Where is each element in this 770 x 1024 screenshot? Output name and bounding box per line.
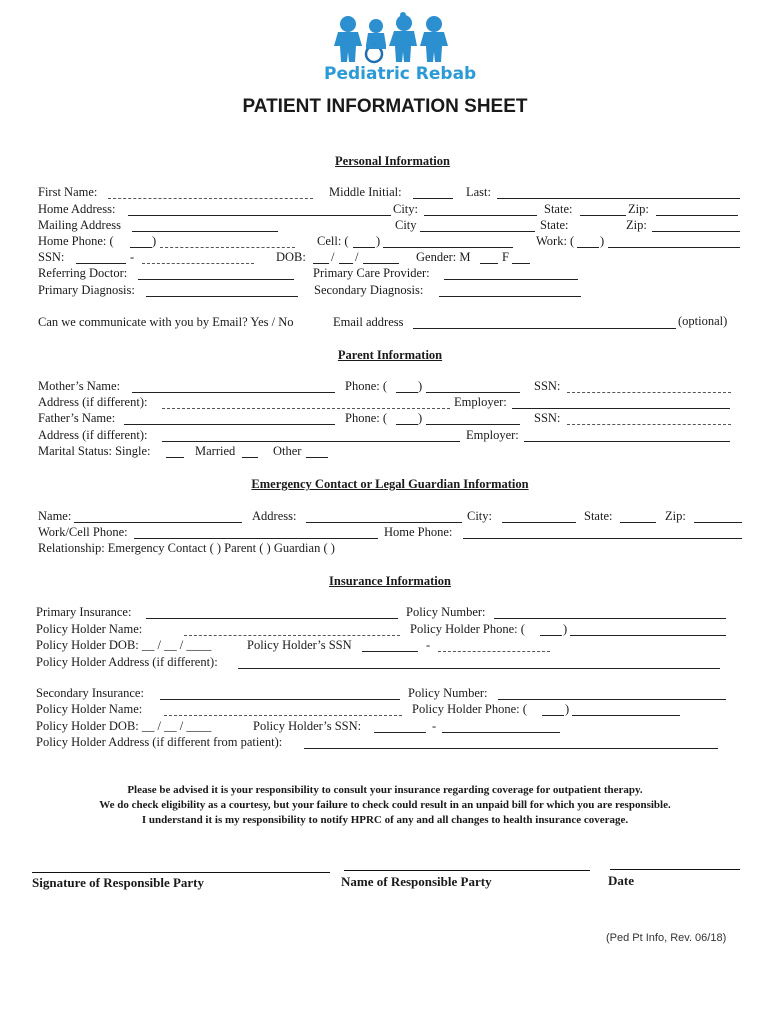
policy-holder-ssn-field-2[interactable]: [438, 651, 550, 652]
emergency-address-field[interactable]: [306, 522, 462, 523]
policy-holder-name-field[interactable]: [184, 635, 400, 636]
mother-phone-label: Phone: (: [345, 379, 388, 393]
ssn-label: SSN:: [38, 250, 65, 264]
home-address-field[interactable]: [128, 215, 391, 216]
signature-line[interactable]: [32, 872, 330, 873]
policy-holder-phone-close: ): [563, 622, 568, 636]
mothers-name-label: Mother’s Name:: [38, 379, 121, 393]
policy-holder-phone-area-field[interactable]: [540, 635, 562, 636]
mailing-address-label: Mailing Address: [38, 218, 121, 232]
fathers-name-field[interactable]: [124, 424, 335, 425]
gender-m-field[interactable]: [480, 263, 498, 264]
dob-year-field[interactable]: [363, 263, 399, 264]
mailing-city-label: City: [395, 218, 417, 232]
cell-field[interactable]: [383, 247, 513, 248]
gender-f-label: F: [502, 250, 509, 264]
emergency-heading: Emergency Contact or Legal Guardian Information: [251, 477, 529, 491]
policy-holder-address-2-label: Policy Holder Address (if different from patient):: [36, 735, 283, 749]
emergency-name-label: Name:: [38, 509, 72, 523]
primary-care-field[interactable]: [444, 279, 578, 280]
dob-month-field[interactable]: [313, 263, 329, 264]
mother-phone-field[interactable]: [426, 392, 520, 393]
gender-label: Gender: M: [416, 250, 471, 264]
cell-area-field[interactable]: [353, 247, 375, 248]
mother-employer-field[interactable]: [512, 408, 730, 409]
date-line[interactable]: [610, 869, 740, 870]
policy-holder-phone-2-close: ): [565, 702, 570, 716]
policy-holder-dob-2-label: Policy Holder DOB: __ / __ / ____: [36, 719, 212, 733]
ssn-field-1[interactable]: [76, 263, 126, 264]
mother-address-field[interactable]: [162, 408, 450, 409]
signature-label: Signature of Responsible Party: [32, 875, 205, 890]
mailing-zip-label: Zip:: [626, 218, 647, 232]
emergency-home-phone-label: Home Phone:: [384, 525, 453, 539]
emergency-city-label: City:: [467, 509, 493, 523]
fathers-name-label: Father’s Name:: [38, 411, 116, 425]
work-area-field[interactable]: [577, 247, 599, 248]
policy-holder-name-label: Policy Holder Name:: [36, 622, 143, 636]
mother-phone-close: ): [418, 379, 423, 393]
revision-footer: (Ped Pt Info, Rev. 06/18): [606, 932, 727, 944]
emergency-address-label: Address:: [252, 509, 297, 523]
policy-number-2-label: Policy Number:: [408, 686, 488, 700]
logo: [324, 12, 477, 90]
state-label: State:: [544, 202, 573, 216]
marital-married-label: Married: [195, 444, 236, 458]
insurance-heading: Insurance Information: [329, 574, 451, 588]
father-phone-field[interactable]: [426, 424, 520, 425]
mother-phone-area-field[interactable]: [396, 392, 418, 393]
policy-holder-name-2-label: Policy Holder Name:: [36, 702, 143, 716]
policy-holder-address-2-field[interactable]: [304, 748, 718, 749]
policy-holder-ssn-2-field-1[interactable]: [374, 732, 426, 733]
first-name-field[interactable]: [108, 198, 313, 199]
emergency-home-phone-field[interactable]: [463, 538, 742, 539]
middle-initial-field[interactable]: [413, 198, 453, 199]
name-label: Name of Responsible Party: [341, 874, 492, 889]
zip-label: Zip:: [628, 202, 649, 216]
work-cell-phone-field[interactable]: [134, 538, 378, 539]
policy-holder-phone-2-field[interactable]: [572, 715, 680, 716]
email-question: Can we communicate with you by Email? Yes / No: [38, 315, 294, 329]
email-address-label: Email address: [333, 315, 404, 329]
emergency-name-field[interactable]: [74, 522, 242, 523]
email-optional: (optional): [678, 314, 728, 328]
page-title: PATIENT INFORMATION SHEET: [242, 96, 528, 117]
dob-label: DOB:: [276, 250, 306, 264]
mother-employer-label: Employer:: [454, 395, 507, 409]
home-phone-close: ): [152, 234, 157, 248]
father-employer-field[interactable]: [524, 441, 730, 442]
primary-insurance-label: Primary Insurance:: [36, 605, 132, 619]
primary-care-label: Primary Care Provider:: [313, 266, 430, 280]
relationship-label: Relationship: Emergency Contact ( ) Parent ( ) Guardian ( ): [38, 541, 335, 555]
cell-label: Cell: (: [317, 234, 349, 248]
state-field[interactable]: [580, 215, 626, 216]
father-ssn-field[interactable]: [567, 424, 731, 425]
secondary-diagnosis-label: Secondary Diagnosis:: [314, 283, 424, 297]
father-phone-close: ): [418, 411, 423, 425]
date-label: Date: [608, 873, 634, 888]
middle-initial-label: Middle Initial:: [329, 185, 402, 199]
personal-heading: Personal Information: [335, 154, 450, 168]
father-ssn-label: SSN:: [534, 411, 561, 425]
home-address-label: Home Address:: [38, 202, 116, 216]
emergency-zip-label: Zip:: [665, 509, 686, 523]
referring-doctor-label: Referring Doctor:: [38, 266, 128, 280]
policy-holder-ssn-field-1[interactable]: [362, 651, 418, 652]
mother-ssn-label: SSN:: [534, 379, 561, 393]
parent-heading: Parent Information: [337, 348, 443, 362]
policy-number-field[interactable]: [494, 618, 726, 619]
primary-insurance-field[interactable]: [146, 618, 398, 619]
emergency-city-field[interactable]: [502, 522, 576, 523]
policy-number-2-field[interactable]: [498, 699, 726, 700]
ssn-field-2[interactable]: [142, 263, 254, 264]
policy-ssn-2-dash: -: [432, 719, 437, 733]
gender-f-field[interactable]: [512, 263, 530, 264]
mother-address-label: Address (if different):: [38, 395, 148, 409]
email-address-field[interactable]: [413, 328, 676, 329]
policy-ssn-dash: -: [426, 638, 431, 652]
notice-line-3: I understand it is my responsibility to notify HPRC of any and all changes to health insurance coverage.: [141, 814, 629, 826]
marital-other-label: Other: [273, 444, 302, 458]
brand-name: Pediatric Rebab: [324, 64, 477, 84]
marital-single-field[interactable]: [166, 457, 184, 458]
marital-other-field[interactable]: [306, 457, 328, 458]
father-address-label: Address (if different):: [38, 428, 148, 442]
dob-sep-1: /: [331, 250, 335, 264]
work-label: Work: (: [536, 234, 575, 248]
policy-holders-ssn-label: Policy Holder’s SSN: [247, 638, 352, 652]
home-phone-field[interactable]: [160, 247, 295, 248]
work-field[interactable]: [608, 247, 740, 248]
policy-holders-ssn-2-label: Policy Holder’s SSN:: [253, 719, 362, 733]
dob-day-field[interactable]: [339, 263, 353, 264]
emergency-zip-field[interactable]: [694, 522, 742, 523]
policy-holder-phone-field[interactable]: [570, 635, 726, 636]
policy-holder-name-2-field[interactable]: [164, 715, 402, 716]
last-name-label: Last:: [466, 185, 491, 199]
dob-sep-2: /: [355, 250, 359, 264]
secondary-diagnosis-field[interactable]: [439, 296, 581, 297]
city-label: City:: [393, 202, 419, 216]
primary-diagnosis-label: Primary Diagnosis:: [38, 283, 135, 297]
policy-holder-dob-label: Policy Holder DOB: __ / __ / ____: [36, 638, 212, 652]
policy-holder-address-field[interactable]: [238, 668, 720, 669]
marital-status-label: Marital Status: Single:: [38, 444, 151, 458]
policy-holder-ssn-2-field-2[interactable]: [442, 732, 560, 733]
home-phone-area-field[interactable]: [130, 247, 152, 248]
mother-ssn-field[interactable]: [567, 392, 731, 393]
first-name-label: First Name:: [38, 185, 98, 199]
policy-holder-address-label: Policy Holder Address (if different):: [36, 655, 218, 669]
father-phone-area-field[interactable]: [396, 424, 418, 425]
work-close: ): [600, 234, 605, 248]
city-field[interactable]: [424, 215, 537, 216]
zip-field[interactable]: [656, 215, 738, 216]
marital-married-field[interactable]: [242, 457, 258, 458]
mothers-name-field[interactable]: [132, 392, 335, 393]
home-phone-label: Home Phone: (: [38, 234, 114, 248]
last-name-field[interactable]: [497, 198, 740, 199]
policy-number-label: Policy Number:: [406, 605, 486, 619]
policy-holder-phone-2-area-field[interactable]: [542, 715, 564, 716]
referring-doctor-field[interactable]: [138, 279, 294, 280]
father-phone-label: Phone: (: [345, 411, 388, 425]
mailing-state-label: State:: [540, 218, 569, 232]
secondary-insurance-field[interactable]: [160, 699, 400, 700]
policy-holder-phone-label: Policy Holder Phone: (: [410, 622, 525, 636]
ssn-dash: -: [130, 250, 135, 264]
cell-close: ): [376, 234, 381, 248]
notice-line-1: Please be advised it is your responsibility to consult your insurance regarding coverage for outpatient therapy.: [127, 784, 643, 796]
secondary-insurance-label: Secondary Insurance:: [36, 686, 144, 700]
children-figures-icon: [330, 12, 470, 64]
primary-diagnosis-field[interactable]: [146, 296, 298, 297]
mailing-zip-field[interactable]: [652, 231, 740, 232]
notice-line-2: We do check eligibility as a courtesy, but your failure to check could result in an unpaid bill for which you are responsible.: [99, 799, 671, 811]
father-address-field[interactable]: [162, 441, 460, 442]
mailing-address-field[interactable]: [132, 231, 278, 232]
emergency-state-field[interactable]: [620, 522, 656, 523]
mailing-city-field[interactable]: [420, 231, 535, 232]
father-employer-label: Employer:: [466, 428, 519, 442]
work-cell-phone-label: Work/Cell Phone:: [38, 525, 128, 539]
emergency-state-label: State:: [584, 509, 613, 523]
name-line[interactable]: [344, 870, 590, 871]
policy-holder-phone-2-label: Policy Holder Phone: (: [412, 702, 527, 716]
